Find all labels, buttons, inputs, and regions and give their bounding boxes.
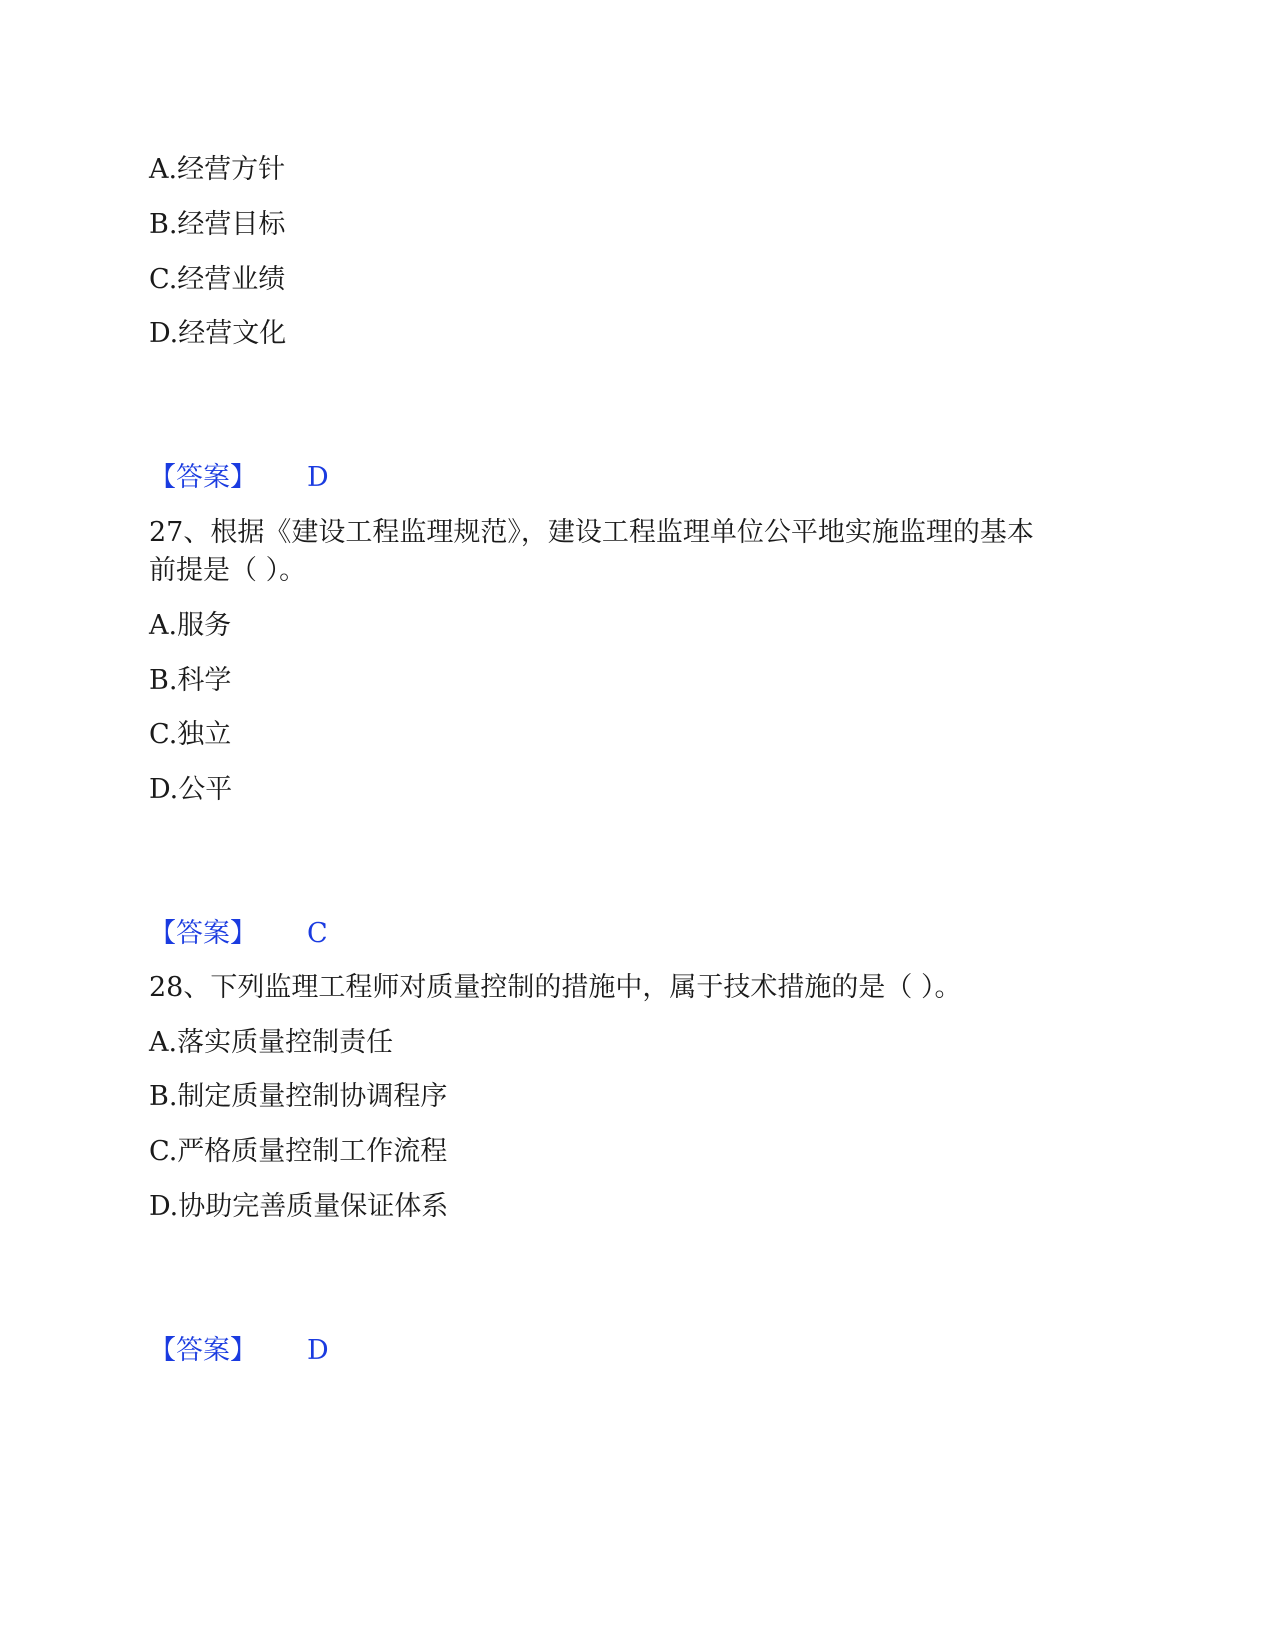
q27-option-a: A.服务 (149, 610, 232, 641)
q28-stem-line1: 28、下列监理工程师对质量控制的措施中，属于技术措施的是（ ）。 (149, 972, 962, 1003)
q28-option-c: C.严格质量控制工作流程 (149, 1136, 448, 1167)
q28-option-a: A.落实质量控制责任 (149, 1027, 394, 1058)
answer-label: 【答案】 (149, 462, 257, 493)
answer-label: 【答案】 (149, 918, 257, 949)
answer-label: 【答案】 (149, 1335, 257, 1366)
q28-option-d: D.协助完善质量保证体系 (149, 1191, 449, 1222)
q27-stem-line1: 27、根据《建设工程监理规范》，建设工程监理单位公平地实施监理的基本 (149, 517, 1034, 548)
q27-stem-line2: 前提是（ ）。 (149, 555, 307, 586)
q27-answer (149, 914, 328, 954)
q28-answer (149, 1331, 329, 1371)
q27-option-b: B.科学 (149, 665, 232, 696)
prev-option-b: B.经营目标 (149, 209, 286, 240)
prev-option-c: C.经营业绩 (149, 264, 286, 295)
prev-option-a: A.经营方针 (149, 154, 286, 185)
prev-answer (149, 458, 329, 498)
answer-value: C (307, 918, 328, 949)
q28-option-b: B.制定质量控制协调程序 (149, 1081, 448, 1112)
q27-option-d: D.公平 (149, 774, 233, 805)
answer-value: D (307, 1335, 329, 1366)
answer-value: D (307, 462, 329, 493)
prev-option-d: D.经营文化 (149, 318, 287, 349)
q27-option-c: C.独立 (149, 719, 232, 750)
